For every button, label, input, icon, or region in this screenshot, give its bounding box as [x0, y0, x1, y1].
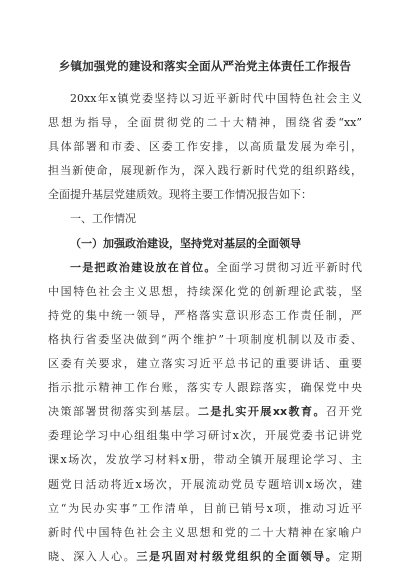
body-text: 召开党 [326, 405, 362, 419]
intro-line: 全面提升基层党建质效。现将主要工作情况报告如下： [48, 188, 312, 202]
body-line: 委理论学习中心组组集中学习研讨x次，开展党委书记讲党 [48, 429, 362, 443]
body-text: 定期 [338, 549, 362, 563]
body-line: 区委有关要求，建立落实习近平总书记的重要讲话、重要 [48, 357, 362, 371]
body-paragraph [48, 256, 362, 569]
body-line: 中国特色社会主义思想，持续深化党的创新理论武装，坚 [48, 284, 362, 298]
body-line: 课x场次，发放学习材料x册，带动全镇开展理论学习、主 [48, 453, 362, 467]
body-line: 格执行省委坚决做到“两个维护”十项制度机制以及市委、 [48, 332, 362, 346]
subsection-heading: （一）加强政治建设，坚持党对基层的全面领导 [70, 236, 301, 250]
body-text: 晓、深入人心。 [48, 549, 137, 563]
body-line: 立“为民办实事”工作清单，目前已销号x项，推动习近平 [48, 501, 362, 515]
intro-line: 担当新使命，展现新作为，深入践行新时代党的组织路线， [48, 164, 362, 178]
body-line: 指示批示精神工作台账，落实专人跟踪落实，确保党中央 [48, 381, 362, 395]
lead-phrase: 二是扎实开展xx教育。 [197, 405, 327, 419]
lead-phrase: 一是把政治建设放在首位。 [70, 260, 217, 274]
section-heading: 一、工作情况 [70, 212, 136, 226]
body-text: 决策部署贯彻落实到基层。 [48, 405, 198, 419]
body-line: 题党日活动将近x场次，开展流动党员专题培训x场次，建 [48, 477, 362, 491]
body-line [48, 545, 362, 569]
document-title: 乡镇加强党的建设和落实全面从严治党主体责任工作报告 [58, 59, 352, 73]
body-line [48, 400, 362, 424]
body-line [48, 256, 362, 280]
intro-paragraph [48, 87, 362, 207]
body-line: 新时代中国特色社会主义思想和党的二十大精神在家喻户 [48, 525, 362, 539]
intro-line: 思想为指导，全面贯彻党的二十大精神，围绕省委“xx” [48, 116, 362, 130]
intro-line: 具体部署和市委、区委工作安排，以高质量发展为牵引， [48, 140, 362, 154]
body-text: 全面学习贯彻习近平新时代 [216, 260, 362, 274]
body-line: 持党的集中统一领导，严格落实意识形态工作责任制，严 [48, 308, 362, 322]
lead-phrase: 三是巩固对村级党组织的全面领导。 [136, 549, 339, 563]
intro-line: 20xx年x镇党委坚持以习近平新时代中国特色社会主义 [70, 92, 362, 105]
